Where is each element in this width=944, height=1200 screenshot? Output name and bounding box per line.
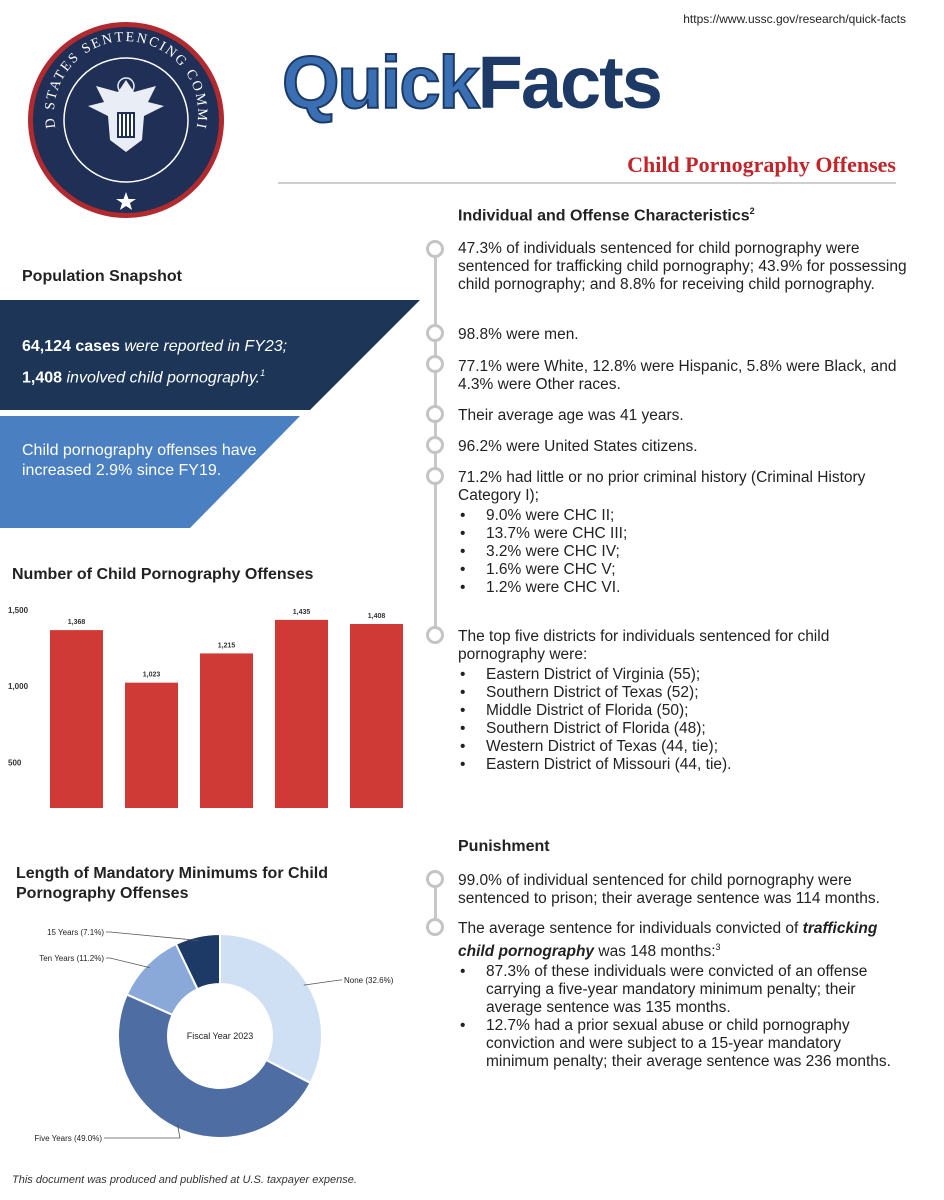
list-item: • Western District of Texas (44, tie); — [486, 738, 838, 756]
list-item: • 1.2% were CHC VI. — [486, 579, 908, 597]
cp-count: 1,408 — [22, 369, 63, 387]
leader-line — [106, 932, 198, 940]
districts-text: The top five districts for individuals sentenced for child pornography were: — [458, 628, 830, 663]
list-item: • Southern District of Florida (48); — [486, 720, 838, 738]
bar-data-label: 1,215 — [217, 642, 236, 650]
y-tick-label: 500 — [8, 758, 22, 768]
timeline-dot — [426, 324, 444, 342]
footnote-marker: 2 — [749, 206, 755, 216]
list-item: • 87.3% of these individuals were convicted of an offense carrying a five-year mandatory minimum penalty; their average sentence was 135 months. — [486, 963, 908, 1017]
bar-data-label: 1,435 — [292, 608, 311, 616]
bar — [50, 630, 103, 808]
mandatory-minimum-donut-chart — [0, 920, 420, 1160]
leader-line — [106, 958, 150, 968]
slice-label: Five Years (49.0%) — [34, 1134, 102, 1143]
y-tick-label: 1,500 — [8, 606, 29, 615]
footer-note: This document was produced and published at U.S. taxpayer expense. — [12, 1174, 357, 1186]
list-item: • 1.6% were CHC V; — [486, 561, 908, 579]
list-item: • Eastern District of Missouri (44, tie). — [486, 756, 838, 774]
timeline-dot — [426, 918, 444, 936]
slice-label: 15 Years (7.1%) — [47, 928, 104, 937]
punishment-item: 99.0% of individual sentenced for child pornography were sentenced to prison; their average sentence was 114 months. — [458, 872, 880, 907]
header-divider — [278, 182, 896, 184]
source-url[interactable]: https://www.ussc.gov/research/quick-facts — [683, 12, 906, 26]
mandatory-minimum-heading: Length of Mandatory Minimums for Child Pornography Offenses — [16, 865, 328, 902]
donut-center-label: Fiscal Year 2023 — [186, 1031, 254, 1041]
timeline-dot — [426, 436, 444, 454]
brand-facts: Facts — [477, 41, 661, 124]
punishment-text: The average sentence for individuals convicted of — [458, 920, 803, 937]
list-item: • 9.0% were CHC II; — [486, 507, 908, 525]
y-tick-label: 1,000 — [8, 682, 29, 692]
cases-rest: were reported in FY23; — [119, 338, 288, 355]
list-item: • 3.2% were CHC IV; — [486, 543, 908, 561]
snapshot-text — [22, 333, 382, 391]
district-list — [458, 666, 838, 774]
punishment-emphasis: trafficking child pornography — [458, 920, 878, 961]
footnote-marker: 1 — [260, 368, 266, 378]
characteristic-item: 98.8% were men. — [458, 326, 579, 343]
timeline-dot — [426, 467, 444, 485]
characteristic-item: 96.2% were United States citizens. — [458, 438, 698, 455]
districts-item — [458, 628, 838, 774]
slice-label: None (32.6%) — [344, 976, 394, 985]
criminal-history-item — [458, 469, 908, 597]
punishment-heading: Punishment — [458, 838, 550, 855]
donut-slice — [220, 934, 322, 1083]
punishment-item — [458, 920, 908, 1071]
cases-count: 64,124 cases — [22, 338, 120, 355]
page-subtitle: Child Pornography Offenses — [627, 152, 896, 177]
bar — [275, 620, 328, 808]
punishment-text: was 148 months: — [594, 943, 716, 961]
seal-ring-text: D STATES SENTENCING COMMI — [42, 29, 210, 132]
timeline-dot — [426, 355, 444, 373]
population-snapshot-heading: Population Snapshot — [22, 268, 182, 285]
timeline-dot — [426, 240, 444, 258]
footnote-marker: 3 — [715, 942, 721, 952]
bar-data-label: 1,368 — [67, 619, 86, 627]
characteristic-item: 47.3% of individuals sentenced for child pornography were sentenced for trafficking child pornography; 43.9% for possessing child pornography; and 8.8% for receiving child pornography. — [458, 240, 907, 293]
slice-label: Ten Years (11.2%) — [39, 954, 104, 963]
cp-rest: involved child pornography. — [62, 369, 261, 387]
increase-text: Child pornography offenses have increased 2.9% since FY19. — [22, 442, 257, 479]
timeline-dot — [426, 626, 444, 644]
chc-list — [458, 507, 908, 597]
list-item: • 13.7% were CHC III; — [486, 525, 908, 543]
list-item: • 12.7% had a prior sexual abuse or child pornography conviction and were subject to a 15-year mandatory minimum penalty; their average sentence was 236 months. — [486, 1017, 908, 1071]
bar — [125, 683, 178, 808]
list-item: • Eastern District of Virginia (55); — [486, 666, 838, 684]
characteristics-heading-text: Individual and Offense Characteristics — [458, 207, 750, 225]
commission-seal-logo — [26, 20, 226, 220]
quickfacts-brand — [282, 41, 661, 124]
list-item: • Southern District of Texas (52); — [486, 684, 838, 702]
brand-quick: Quick — [282, 41, 478, 124]
bar-data-label: 1,408 — [367, 613, 386, 621]
punishment-list — [458, 963, 908, 1071]
list-item: • Middle District of Florida (50); — [486, 702, 838, 720]
bar — [350, 624, 403, 808]
characteristic-item: 77.1% were White, 12.8% were Hispanic, 5.8% were Black, and 4.3% were Other races. — [458, 358, 897, 393]
offenses-bar-chart — [0, 598, 420, 814]
characteristics-heading — [458, 206, 755, 225]
timeline-dot — [426, 870, 444, 888]
timeline-dot — [426, 405, 444, 423]
leader-line — [104, 1124, 180, 1138]
bar-chart-heading: Number of Child Pornography Offenses — [12, 566, 314, 583]
bar-data-label: 1,023 — [142, 671, 161, 679]
bar — [200, 653, 253, 808]
characteristic-item: Their average age was 41 years. — [458, 407, 684, 424]
leader-line — [304, 980, 342, 985]
criminal-history-text: 71.2% had little or no prior criminal history (Criminal History Category I); — [458, 469, 866, 504]
